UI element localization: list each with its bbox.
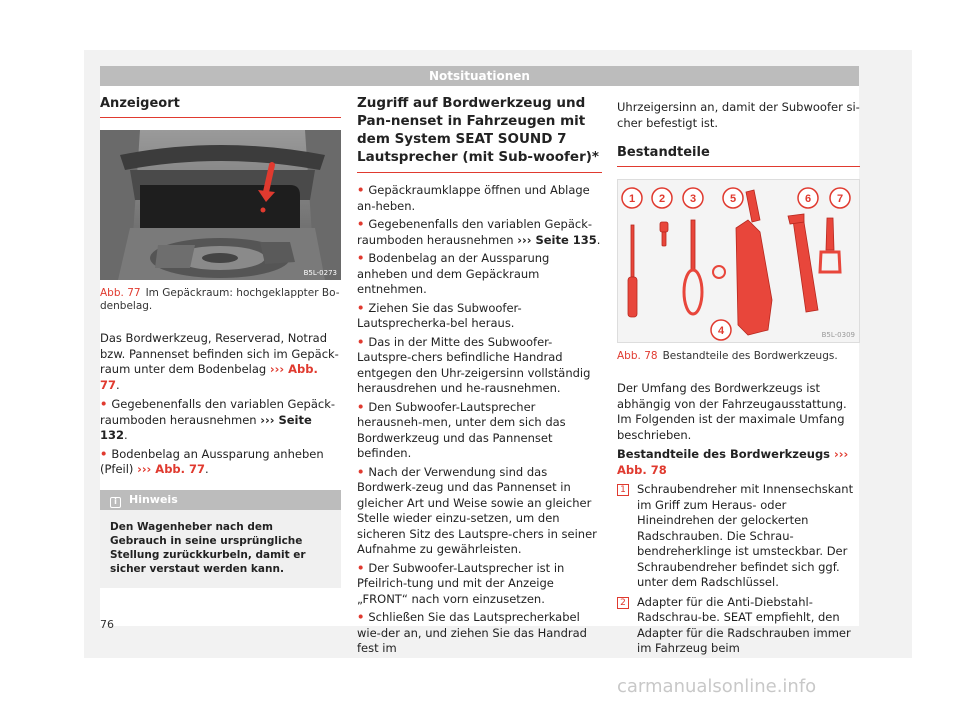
item-text: Schraubendreher mit Innensechskant im Griff zum Heraus- oder Hineindrehen der gelockerten Radschrauben. Die Schrau-bendreherklinge ist umsteckbar. Der Schraubendreher befindet sich ggf. unter dem Radschlüssel. [637,482,854,589]
bestandteile-intro: Der Umfang des Bordwerkzeugs ist abhängig von der Fahrzeugausstattung. Im Folgenden ist der maximale Umfang beschrieben. [617,381,847,442]
figure-toolkit [617,179,860,343]
intro-paragraph [100,331,341,393]
bullet-icon: • [357,300,365,315]
list-item [617,482,860,591]
toolkit-illustration [618,180,859,343]
bullet-item [357,217,602,248]
column-3 [617,96,860,661]
figure-label: 3 [689,193,697,205]
figure-label: 4 [717,325,725,337]
item-number-badge: 2 [617,597,629,609]
bullet-item [357,183,602,214]
info-icon: i [110,497,121,508]
page-reference-link[interactable]: ››› Seite 132 [100,412,312,442]
bullet-item [357,465,602,558]
figure-code: B5L-0309 [821,331,855,339]
bullet-text: Gepäckraumklappe öffnen und Ablage an-heben. [357,183,590,213]
bullet-item [100,397,341,444]
section-title-zugriff: Zugriff auf Bordwerkzeug und Pan-nenset in Fahrzeugen mit dem System SEAT SOUND 7 Lautsprecher (mit Sub-woofer)* [357,94,602,173]
col2-bullet-list [357,183,602,657]
figure-reference-link[interactable]: ››› Abb. 77 [137,462,206,476]
bullet-item [357,335,602,397]
list-heading-text: Bestandteile des Bordwerkzeugs [617,447,835,461]
intro-text: Das Bordwerkzeug, Reserverad, Notrad bzw. Pannenset befinden sich im Gepäck-raum unter dem Bodenbelag [100,331,339,376]
figure-caption [617,350,860,363]
figure-reference-link[interactable]: ››› Abb. 78 [617,447,849,477]
figure-caption [100,287,341,313]
figure-number: Abb. 78 [617,350,658,362]
figure-label: 6 [804,193,812,205]
bullet-text: Der Subwoofer-Lautsprecher ist in Pfeilrich-tung und mit der Anzeige „FRONT“ nach vorn einzusetzen. [357,560,565,606]
column-2 [357,96,602,660]
bullet-icon: • [357,183,365,197]
item-text: Adapter für die Anti-Diebstahl-Radschrau-be. SEAT empfiehlt, den Adapter für die Radschrauben immer im Fahrzeug beim [637,594,851,655]
bullet-icon: • [357,464,365,479]
continued-text: Uhrzeigersinn an, damit der Subwoofer si-cher befestigt ist. [617,100,860,130]
bullet-item [357,561,602,608]
trunk-illustration [100,130,341,280]
bullet-text: Gegebenenfalls den variablen Gepäck-raumboden herausnehmen [357,217,593,247]
bullet-icon: • [357,399,365,414]
bullet-item [357,301,602,332]
section-title-anzeigeort: Anzeigeort [100,96,341,118]
list-heading [617,447,860,478]
figure-label: 5 [729,193,737,205]
watermark: carmanualsonline.info [617,676,817,697]
bullet-text-end: . [205,462,209,476]
figure-caption-text: Im Gepäckraum: hochgeklappter Bo-denbelag. [100,287,340,312]
bullet-item [357,251,602,298]
figure-number: Abb. 77 [100,287,141,299]
bullet-item [357,610,602,657]
bullet-text-end: . [596,232,601,247]
hinweis-title: Hinweis [129,492,178,506]
bullet-icon: • [357,217,365,231]
figure-reference-link[interactable]: ››› Abb. 77 [100,362,318,392]
figure-trunk [100,130,341,280]
bullet-text: Gegebenenfalls den variablen Gepäck-raumboden herausnehmen [100,397,336,427]
bullet-icon: • [357,251,365,265]
bullet-text: Bodenbelag an der Aussparung anheben und dem Gepäckraum entnehmen. [357,251,550,296]
list-item [617,595,860,657]
bullet-icon: • [357,610,365,624]
chapter-header: Notsituationen [100,66,859,86]
page-reference-link[interactable]: ››› Seite 135 [517,232,597,247]
bullet-icon: • [100,397,108,411]
bullet-icon: • [357,334,365,349]
figure-label: 2 [658,193,666,205]
figure-caption-text: Bestandteile des Bordwerkzeugs. [662,350,838,362]
bullet-text: Nach der Verwendung sind das Bordwerk-zeug und das Pannenset in gleicher Art und Weise sowie an gleicher Stelle wieder einzu-setzen, um den sicheren Sitz des Lautspre-chers in seiner Aufnahme zu gewährleisten. [357,464,597,556]
bullet-text: Schließen Sie das Lautsprecherkabel wie-der an, und ziehen Sie das Handrad fest im [357,610,587,655]
bullet-icon: • [100,446,108,461]
bullet-item [100,447,341,478]
bullet-icon: • [357,560,365,575]
bullet-text: Das in der Mitte des Subwoofer-Lautspre-chers befindliche Handrad entgegen den Uhr-zeigersinn vollständig herausdrehen und he-rausnehmen. [357,334,591,395]
bullet-item [357,400,602,462]
bullet-text: Bodenbelag an Aussparung anheben (Pfeil) [100,446,324,476]
figure-label: 1 [628,193,636,205]
hinweis-header [100,490,341,510]
intro-text-end: . [116,377,120,392]
bullet-text-end: . [124,428,128,442]
figure-code: B5L-0273 [303,269,337,277]
figure-label: 7 [836,193,844,205]
column-1 [100,96,341,588]
bullet-text: Ziehen Sie das Subwoofer-Lautsprecherka-bel heraus. [357,300,522,330]
bullet-text: Den Subwoofer-Lautsprecher herausneh-men, unter dem sich das Bordwerkzeug und das Pannenset befinden. [357,399,566,460]
section-title-bestandteile: Bestandteile [617,145,860,167]
item-number-badge: 1 [617,484,629,496]
hinweis-text: Den Wagenheber nach dem Gebrauch in seine ursprüngliche Stellung zurückkurbeln, damit er sicher verstaut werden kann. [100,510,341,588]
page-number: 76 [100,618,114,631]
